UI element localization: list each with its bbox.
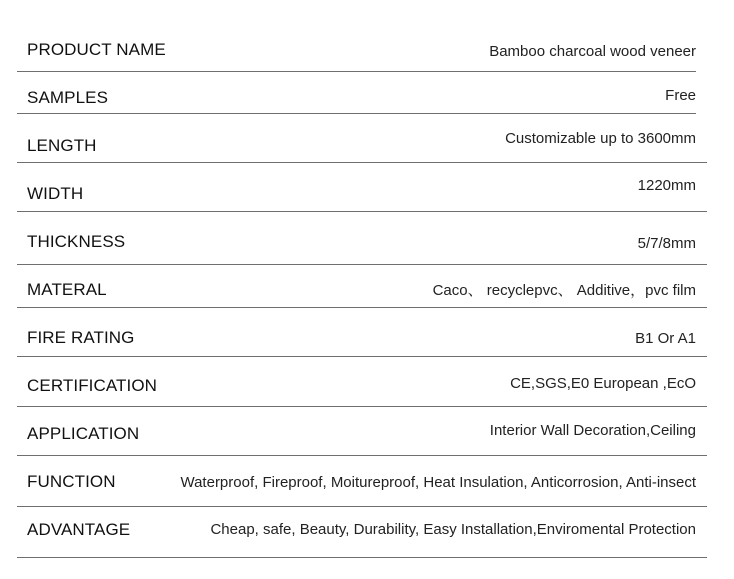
row-divider xyxy=(17,557,707,558)
row-divider xyxy=(17,406,707,407)
spec-value-product-name: Bamboo charcoal wood veneer xyxy=(489,43,696,60)
spec-label-function: FUNCTION xyxy=(27,472,116,491)
spec-value-width: 1220mm xyxy=(637,177,696,194)
spec-value-material: Caco、 recyclepvc、 Additive，pvc film xyxy=(432,282,696,299)
spec-label-product-name: PRODUCT NAME xyxy=(27,40,166,59)
spec-label-thickness: THICKNESS xyxy=(27,232,126,251)
spec-label-certification: CERTIFICATION xyxy=(27,376,158,395)
spec-value-fire-rating: B1 Or A1 xyxy=(635,330,696,347)
row-divider xyxy=(17,455,707,456)
spec-label-length: LENGTH xyxy=(27,136,97,155)
spec-label-width: WIDTH xyxy=(27,184,84,203)
row-divider xyxy=(17,113,696,114)
row-divider xyxy=(17,71,696,72)
row-divider xyxy=(17,356,707,357)
spec-label-advantage: ADVANTAGE xyxy=(27,520,131,539)
row-divider xyxy=(17,506,707,507)
spec-label-material: MATERAL xyxy=(27,280,107,299)
row-divider xyxy=(17,307,707,308)
spec-value-advantage: Cheap, safe, Beauty, Durability, Easy Installation,Enviromental Protection xyxy=(210,521,696,538)
spec-value-certification: CE,SGS,E0 European ,EcO xyxy=(510,375,696,392)
spec-label-samples: SAMPLES xyxy=(27,88,109,107)
spec-value-length: Customizable up to 3600mm xyxy=(505,130,696,147)
row-divider xyxy=(17,162,707,163)
row-divider xyxy=(17,211,707,212)
spec-value-application: Interior Wall Decoration,Ceiling xyxy=(489,422,696,439)
spec-value-samples: Free xyxy=(665,87,696,104)
spec-label-application: APPLICATION xyxy=(27,424,140,443)
spec-value-thickness: 5/7/8mm xyxy=(637,235,696,252)
row-divider xyxy=(17,264,707,265)
spec-value-function: Waterproof, Fireproof, Moitureproof, Heat Insulation, Anticorrosion, Anti-insect xyxy=(180,474,696,491)
spec-label-fire-rating: FIRE RATING xyxy=(27,328,135,347)
